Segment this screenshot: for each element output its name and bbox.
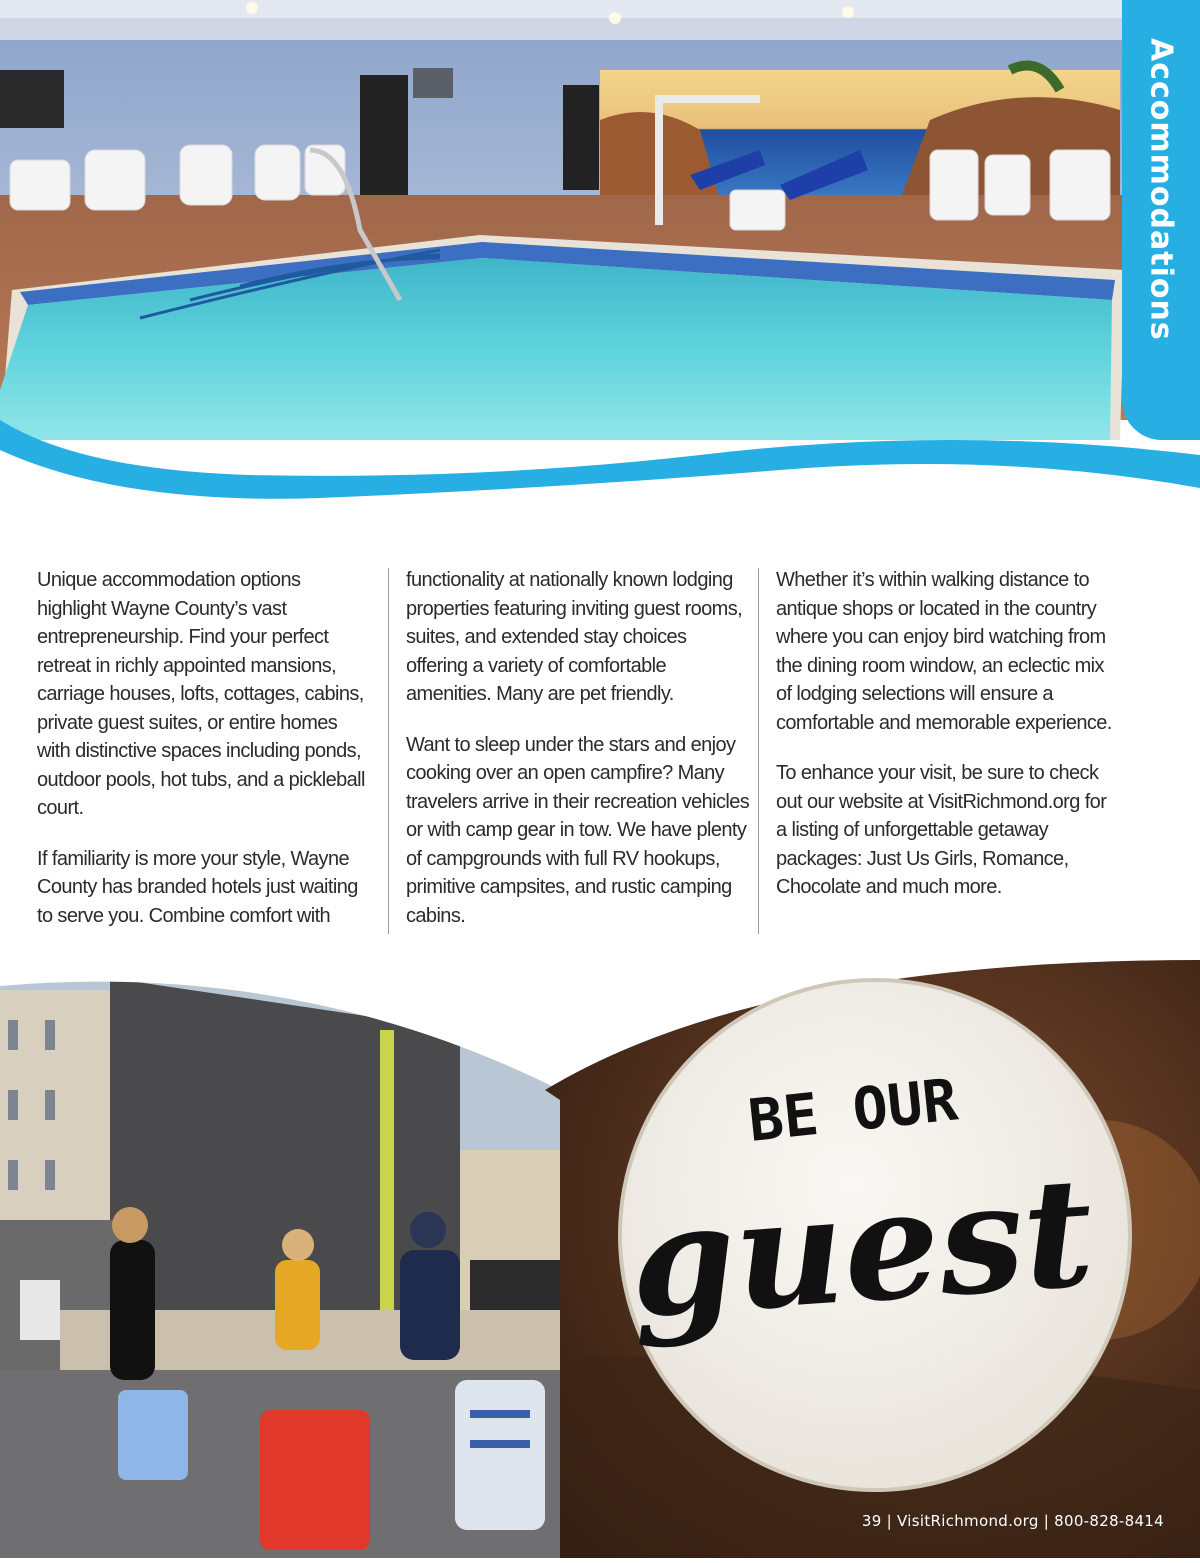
column-2-paragraph-1: functionality at nationally known lodging properties featuring inviting guest rooms, suites, and extended stay choices offering a variety of comfortable amenities. Many are pet friendly. <box>406 569 743 705</box>
column-2-paragraph-2: Want to sleep under the stars and enjoy cooking over an open campfire? Many travelers arrive in their recreation vehicles or with camp gear in tow. We have plenty of campgrounds with full RV hookups, primitive campsites, and rustic camping cabins. <box>406 733 750 927</box>
column-1-paragraph-1: Unique accommodation options highlight Wayne County’s vast entrepreneurship. Find your perfect retreat in richly appointed mansions, carriage houses, lofts, cottages, cabins, private guest suites, or entire homes with distinctive spaces including ponds, outdoor pools, hot tubs, and a pickleball court. <box>37 569 365 819</box>
sign-line-2: guest <box>624 1144 1099 1353</box>
column-1 <box>37 566 367 952</box>
pool-photo <box>0 0 1200 500</box>
hotel-photo <box>0 960 560 1558</box>
column-3-paragraph-1: Whether it’s within walking distance to antique shops or located in the country where you can enjoy bird watching from the dining room window, an eclectic mix of lodging selections will ensure a comfortable and memorable experience. <box>776 569 1112 734</box>
sign-photo <box>545 960 1200 1558</box>
column-1-paragraph-2: If familiarity is more your style, Wayne County has branded hotels just waiting to serve you. Combine comfort with <box>37 847 358 927</box>
body-columns <box>0 566 1200 936</box>
section-tab-label: Accommodations <box>1143 38 1179 341</box>
column-3 <box>776 566 1121 924</box>
column-divider <box>758 568 759 934</box>
section-tab-label-wrap <box>1122 0 1200 440</box>
column-3-paragraph-2: To enhance your visit, be sure to check out our website at VisitRichmond.org for a listing of unforgettable getaway packages: Just Us Girls, Romance, Chocolate and much more. <box>776 762 1107 898</box>
sign-line-1: BE OUR <box>745 1065 961 1155</box>
bottom-photos <box>0 960 1200 1558</box>
column-divider <box>388 568 389 934</box>
column-2 <box>406 566 751 952</box>
page-footer: 39 | VisitRichmond.org | 800-828-8414 <box>861 1512 1164 1530</box>
